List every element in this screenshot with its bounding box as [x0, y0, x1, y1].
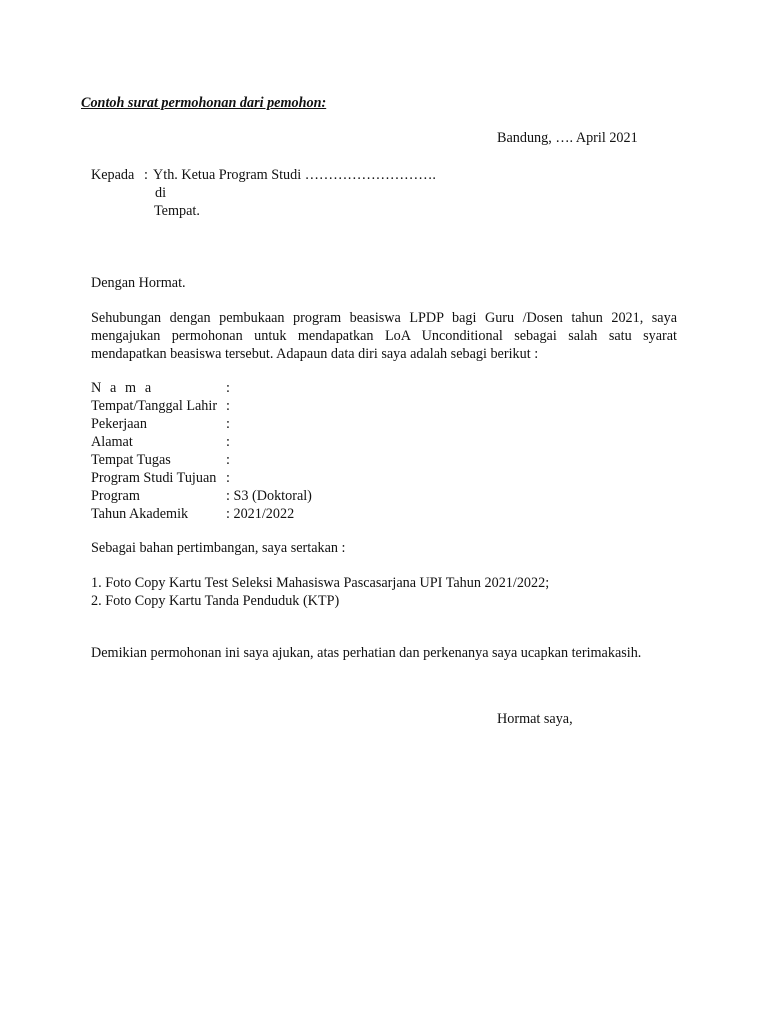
field-value: : [226, 380, 230, 396]
field-label: N a m a [91, 380, 154, 396]
recipient-place: Tempat. [154, 203, 200, 219]
field-label: Program [91, 488, 140, 504]
field-label: Tahun Akademik [91, 506, 189, 522]
field-label: Program Studi Tujuan [91, 470, 217, 486]
recipient-di: di [155, 185, 167, 201]
field-value: : [226, 470, 230, 486]
field-label: Tempat Tugas [91, 452, 171, 468]
field-value: : [226, 398, 230, 414]
recipient-name: Yth. Ketua Program Studi ………………………. [153, 167, 436, 183]
attachments-list [91, 574, 549, 610]
intro-paragraph: Sehubungan dengan pembukaan program beasiswa LPDP bagi Guru /Dosen tahun 2021, saya mengajukan permohonan untuk mendapatkan LoA Unconditional sebagai salah satu syarat mendapatkan beasiswa tersebut. Adapaun data diri saya adalah sebagi berikut : [91, 310, 677, 362]
list-item: 2. Foto Copy Kartu Tanda Penduduk (KTP) [91, 593, 340, 609]
recipient-label: Kepada [91, 167, 135, 183]
field-label: Tempat/Tanggal Lahir [91, 398, 218, 414]
field-value: : S3 (Doktoral) [226, 488, 312, 504]
recipient-separator: : [144, 167, 148, 183]
signoff: Hormat saya, [497, 711, 573, 727]
attachments-intro: Sebagai bahan pertimbangan, saya sertakan : [91, 540, 346, 556]
field-value: : 2021/2022 [226, 506, 295, 522]
field-label: Pekerjaan [91, 416, 147, 432]
field-value: : [226, 452, 230, 468]
field-value: : [226, 434, 230, 450]
field-value: : [226, 416, 230, 432]
list-item: 1. Foto Copy Kartu Test Seleksi Mahasiswa Pascasarjana UPI Tahun 2021/2022; [91, 575, 550, 591]
field-label: Alamat [91, 434, 133, 450]
closing-paragraph: Demikian permohonan ini saya ajukan, atas perhatian dan perkenanya saya ucapkan terimakasih. [91, 645, 642, 661]
letter-date: Bandung, …. April 2021 [497, 130, 638, 146]
document-title: Contoh surat permohonan dari pemohon: [81, 95, 327, 111]
greeting: Dengan Hormat. [91, 275, 186, 291]
